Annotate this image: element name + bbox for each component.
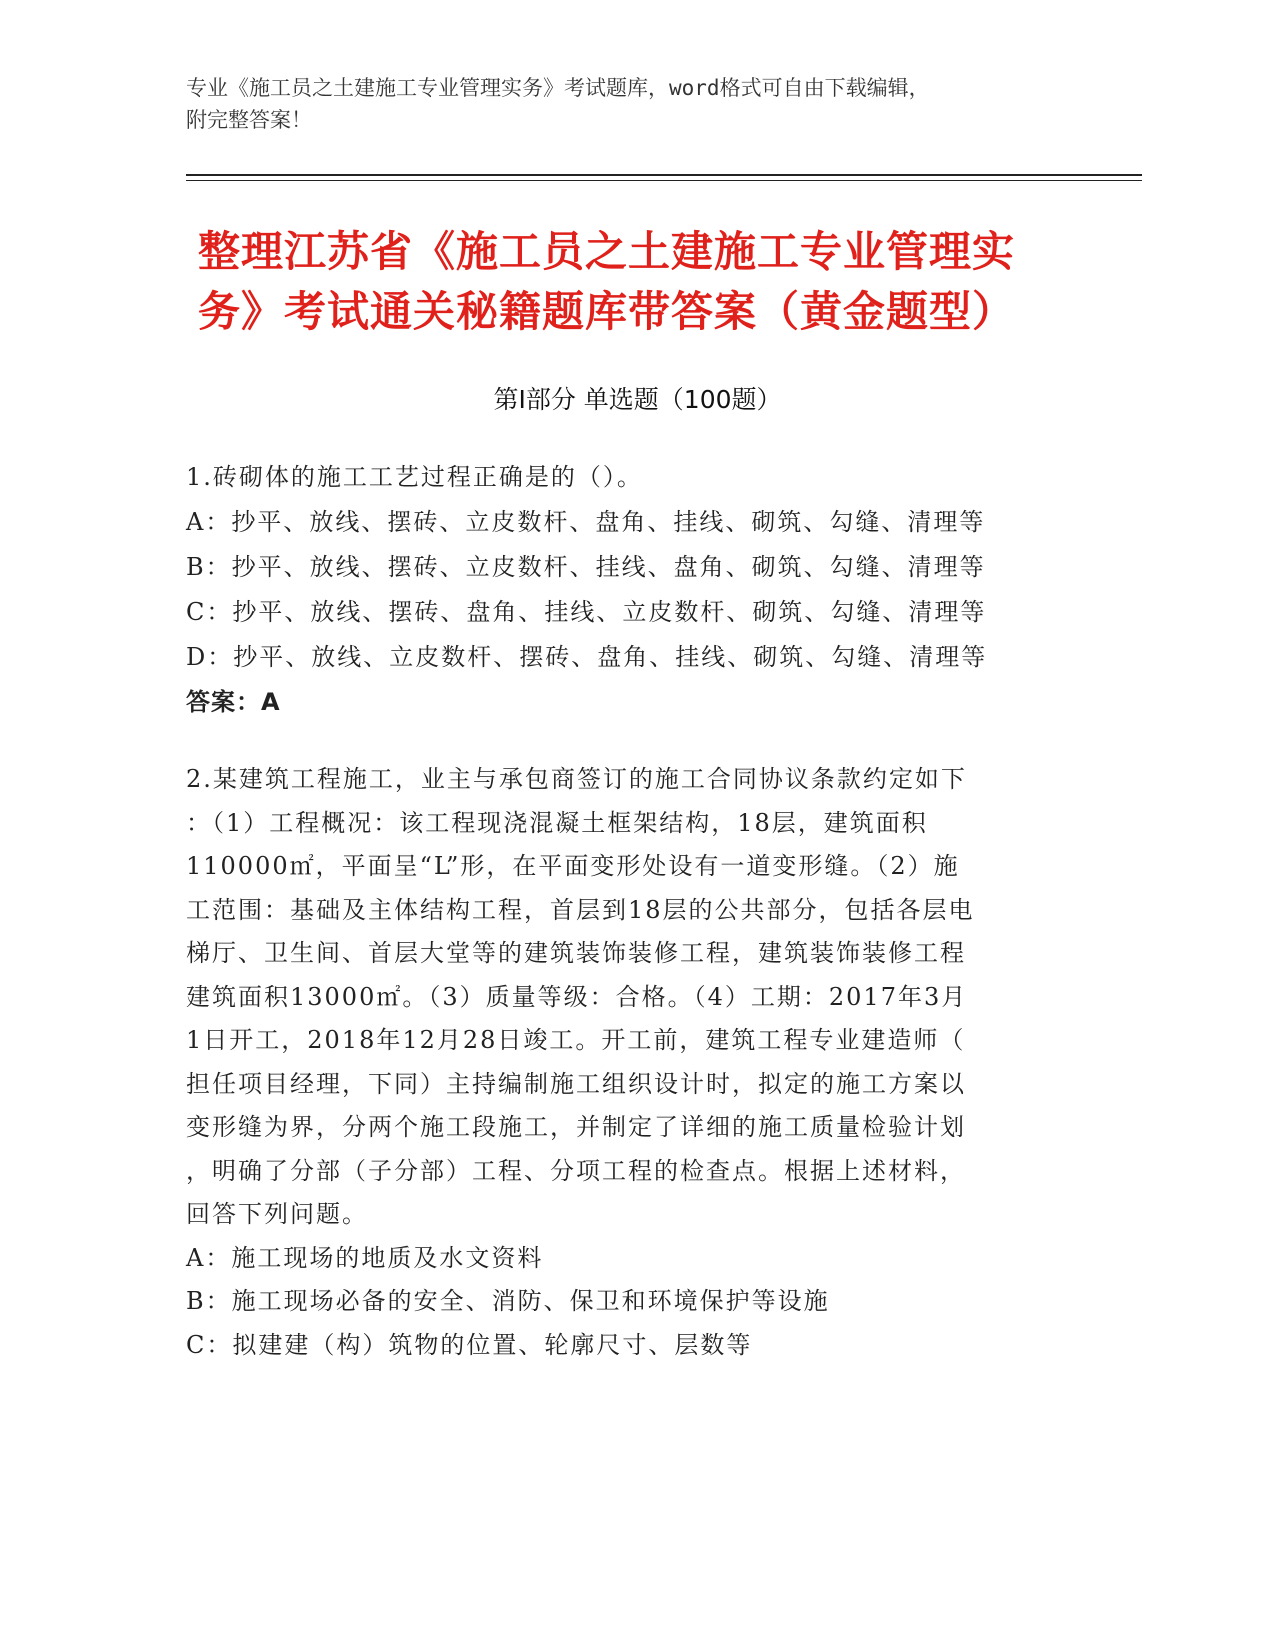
question-2-stem-line: 2.某建筑工程施工，业主与承包商签订的施工合同协议条款约定如下 (186, 765, 967, 793)
question-1-stem: 1.砖砌体的施工工艺过程正确是的（）。 (186, 463, 643, 491)
question-2-stem-line: 110000㎡，平面呈“L”形，在平面变形处设有一道变形缝。（2）施 (186, 852, 960, 880)
header-note-line-1: 专业《施工员之土建施工专业管理实务》考试题库，word格式可自由下载编辑， (186, 76, 930, 100)
question-2-option-a: A：施工现场的地质及水文资料 (186, 1243, 544, 1272)
question-1-option-c: C：抄平、放线、摆砖、盘角、挂线、立皮数杆、砌筑、勾缝、清理等 (186, 598, 987, 626)
question-2-stem-line: 担任项目经理，下同）主持编制施工组织设计时，拟定的施工方案以 (186, 1069, 966, 1098)
question-2 (186, 758, 1066, 1367)
question-2-stem-line: 1日开工，2018年12月28日竣工。开工前，建筑工程专业建造师（ (186, 1026, 966, 1054)
header-note (186, 72, 1066, 136)
question-2-stem-line: 建筑面积13000㎡。（3）质量等级：合格。（4）工期：2017年3月 (186, 982, 968, 1011)
question-2-stem-line: ：（1）工程概况：该工程现浇混凝土框架结构，18层，建筑面积 (186, 808, 928, 837)
document-title-line-1: 整理江苏省《施工员之土建施工专业管理实 (198, 227, 1016, 276)
question-2-stem-line: ，明确了分部（子分部）工程、分项工程的检查点。根据上述材料， (186, 1156, 966, 1185)
question-1-answer: 答案：A (186, 688, 281, 716)
section-title: 第Ⅰ部分 单选题（100题） (493, 385, 782, 414)
question-2-option-b: B：施工现场必备的安全、消防、保卫和环境保护等设施 (186, 1287, 830, 1315)
document-title-line-2: 务》考试通关秘籍题库带答案（黄金题型） (198, 287, 1016, 336)
question-1-option-a: A：抄平、放线、摆砖、立皮数杆、盘角、挂线、砌筑、勾缝、清理等 (186, 508, 986, 536)
question-2-stem-line: 梯厅、卫生间、首层大堂等的建筑装饰装修工程，建筑装饰装修工程 (186, 939, 966, 967)
header-divider-thick (186, 174, 1142, 176)
header-divider-thin (186, 180, 1142, 181)
question-2-option-c: C：拟建建（构）筑物的位置、轮廓尺寸、层数等 (186, 1330, 753, 1359)
question-1-option-d: D：抄平、放线、立皮数杆、摆砖、盘角、挂线、砌筑、勾缝、清理等 (186, 643, 988, 671)
question-1-option-b: B：抄平、放线、摆砖、立皮数杆、挂线、盘角、砌筑、勾缝、清理等 (186, 553, 986, 581)
question-1 (186, 455, 1066, 725)
question-2-stem-line: 回答下列问题。 (186, 1200, 368, 1228)
question-2-stem-line: 工范围：基础及主体结构工程，首层到18层的公共部分，包括各层电 (186, 895, 975, 924)
question-2-stem-line: 变形缝为界，分两个施工段施工，并制定了详细的施工质量检验计划 (186, 1113, 966, 1141)
header-note-line-2: 附完整答案！ (186, 108, 312, 132)
document-title (198, 222, 1098, 342)
